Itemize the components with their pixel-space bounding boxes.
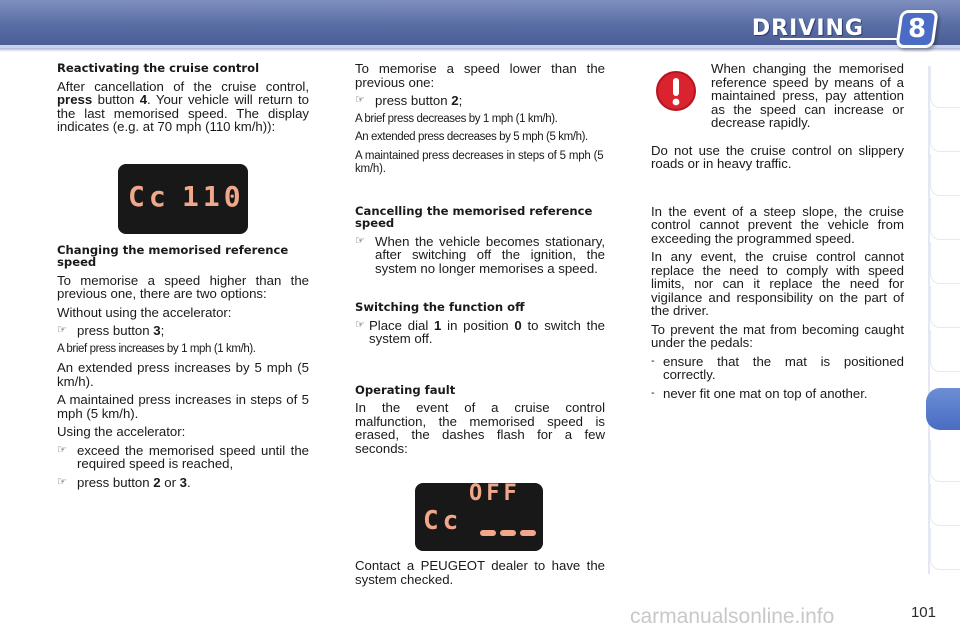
brief-press-decrease: A brief press decreases by 1 mph (1 km/h). [355, 112, 558, 125]
dash-item-mat-positioned: - ensure that the mat is positioned correctly. [651, 353, 904, 382]
heading-switching-off: Switching the function off [355, 300, 525, 314]
paragraph-steep-slope: In the event of a steep slope, the cruise control cannot prevent the vehicle from exceeding the programmed speed. [651, 203, 904, 246]
cruise-display-resume [118, 164, 248, 234]
pointer-bullet-icon: ☞ [355, 318, 365, 331]
bullet-press-2-or-3: ☞ press button 2 or 3. [57, 474, 191, 490]
bullet-press-3: ☞ press button 3; [57, 323, 165, 338]
display-mode-text: Cc [128, 179, 170, 213]
chapter-number: 8 [907, 14, 927, 44]
display-mode-text: Cc [423, 506, 463, 536]
column-1 [57, 62, 309, 494]
page-number: 101 [910, 604, 936, 621]
pointer-bullet-icon: ☞ [355, 234, 365, 247]
paragraph-mat-caution: To prevent the mat from becoming caught under the pedals: [651, 321, 904, 350]
paragraph-contact-dealer: Contact a PEUGEOT dealer to have the system checked. [355, 558, 605, 587]
heading-reactivating: Reactivating the cruise control [57, 61, 260, 75]
header-shadow [0, 48, 960, 52]
bullet-exceed-speed: ☞ exceed the memorised speed until the required speed is reached, [57, 442, 309, 471]
pointer-bullet-icon: ☞ [355, 94, 365, 106]
chapter-number-badge [895, 10, 938, 48]
chapter-tabs [928, 66, 960, 576]
bullet-press-2: ☞ press button 2; [355, 93, 463, 108]
pointer-bullet-icon: ☞ [57, 324, 67, 336]
paragraph-malfunction: In the event of a cruise control malfunction, the memorised speed is erased, the dashes flash for a few seconds: [355, 400, 605, 456]
paragraph-lower-speed: To memorise a speed lower than the previous one: [355, 61, 605, 90]
maintained-press-decrease: A maintained press decreases in steps of 5 mph (5 km/h). [355, 149, 604, 175]
pointer-bullet-icon: ☞ [57, 443, 67, 456]
dash-bullet: - [651, 386, 655, 399]
warning-block [651, 62, 904, 130]
chapter-tab[interactable] [930, 440, 960, 482]
paragraph-without-accelerator: Without using the accelerator: [57, 304, 232, 320]
cruise-display-fault [415, 483, 543, 551]
watermark-text: carmanualsonline.info [630, 605, 835, 628]
heading-operating-fault: Operating fault [355, 382, 456, 397]
heading-changing-speed: Changing the memorised reference speed [57, 242, 289, 269]
display-dashes-icon [479, 527, 537, 537]
warning-exclamation-icon [655, 70, 697, 112]
chapter-tab[interactable] [930, 198, 960, 240]
chapter-tab[interactable] [930, 154, 960, 196]
extended-press-increase: An extended press increases by 5 mph (5 km/h). [57, 360, 309, 389]
heading-cancelling-speed: Cancelling the memorised reference speed [355, 203, 593, 230]
paragraph-slippery-roads: Do not use the cruise control on slippery roads or in heavy traffic. [651, 142, 904, 171]
extended-press-decrease: An extended press decreases by 5 mph (5 km/h). [355, 131, 588, 143]
maintained-press-increase: A maintained press increases in steps of 5 mph (5 km/h). [57, 392, 309, 421]
bullet-vehicle-stationary: ☞ When the vehicle becomes stationary, after switching off the ignition, the system no longer memorises a speed. [355, 233, 605, 276]
dash-bullet: - [651, 354, 655, 367]
paragraph-rapid-change: When changing the memorised reference speed by means of a maintained press, pay attention as the speed can increase or decrease rapidly. [711, 62, 904, 130]
column-2 [355, 62, 605, 591]
chapter-tab[interactable] [930, 286, 960, 328]
dash-item-mat-stacking: - never fit one mat on top of another. [651, 385, 868, 401]
chapter-title: DRIVING [751, 16, 864, 41]
paragraph-reactivating: After cancellation of the cruise control, press button 4. Your vehicle will return to the last memorised speed. The display indicates (e.g. at 70 mph (110 km/h)): [57, 78, 309, 134]
column-3 [651, 62, 904, 405]
bullet-dial-position: ☞ Place dial 1 in position 0 to switch the system off. [355, 317, 605, 346]
paragraph-speed-limits: In any event, the cruise control cannot replace the need to comply with speed limits, nor can it replace the need for vigilance and responsibility on the part of the driver. [651, 249, 904, 318]
brief-press-increase: A brief press increases by 1 mph (1 km/h). [57, 342, 256, 355]
pointer-bullet-icon: ☞ [57, 475, 67, 488]
display-off-text: OFF [469, 481, 521, 506]
chapter-tab-active[interactable] [926, 388, 960, 430]
chapter-tab[interactable] [930, 484, 960, 526]
chapter-tab[interactable] [930, 242, 960, 284]
paragraph-higher-speed: To memorise a speed higher than the previous one, there are two options: [57, 272, 309, 301]
chapter-tab[interactable] [930, 110, 960, 152]
display-speed-text: 110 [182, 179, 245, 213]
chapter-tab[interactable] [930, 66, 960, 108]
chapter-tab[interactable] [930, 330, 960, 372]
paragraph-using-accelerator: Using the accelerator: [57, 424, 186, 439]
chapter-tab[interactable] [930, 528, 960, 570]
